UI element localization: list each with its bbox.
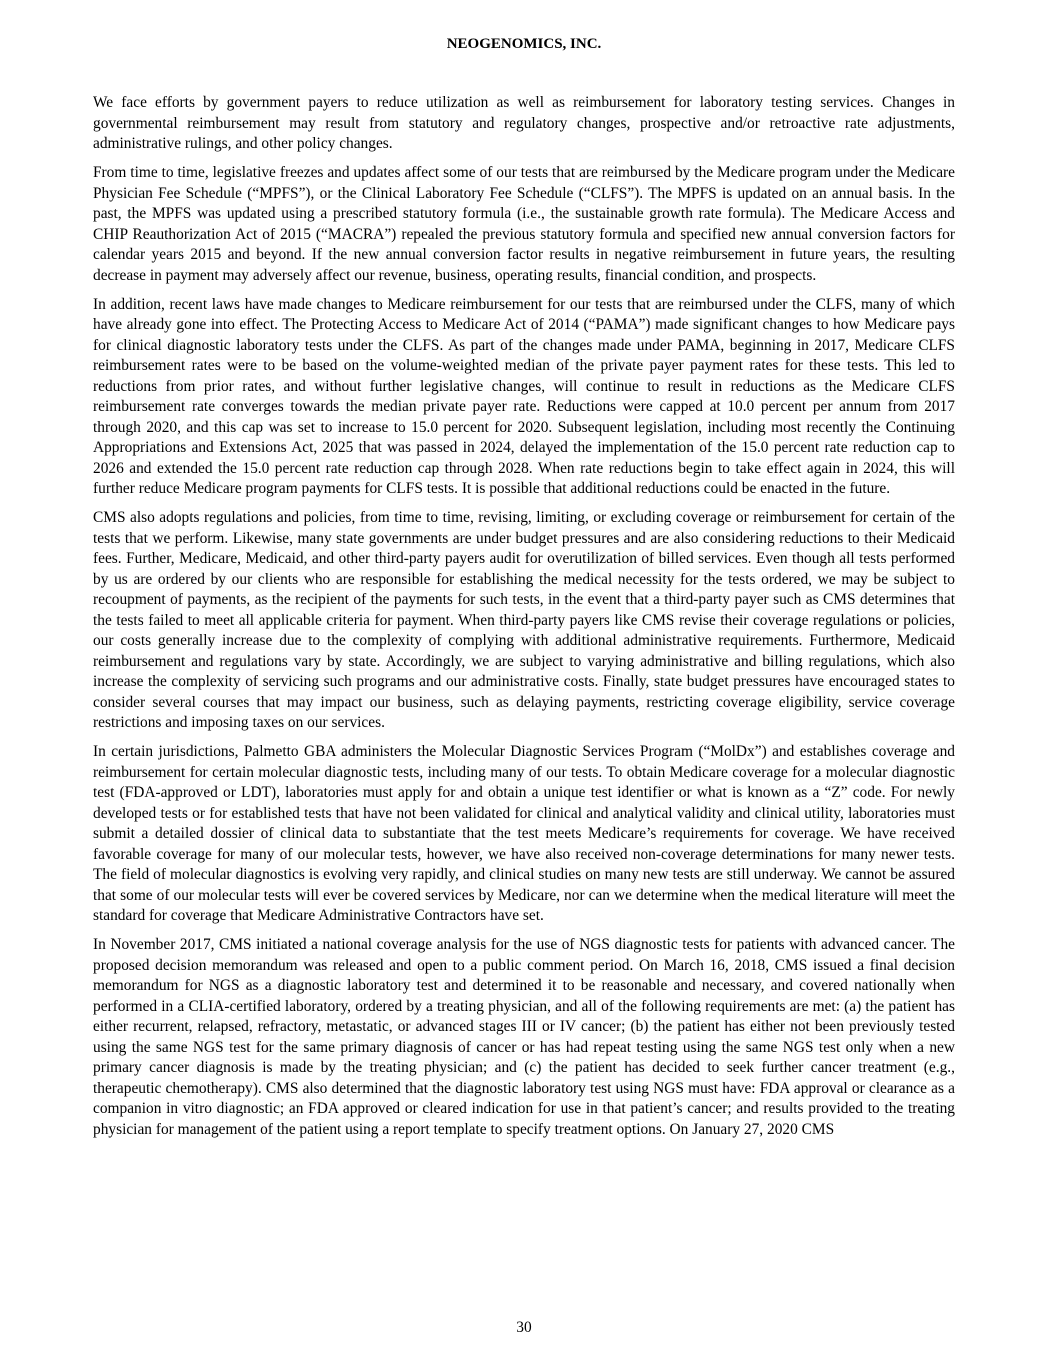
page-header: NEOGENOMICS, INC. [446, 36, 602, 52]
paragraph: CMS also adopts regulations and policies, from time to time, revising, limiting, or excluding coverage or reimbursement for certain of the tests that we perform. Likewise, many state governments are under budget pressures and are also considering reductions to their Medicaid fees. Further, Medicare, Medicaid, and other third-party payers audit for overutilization of billed services. Even though all tests performed by us are ordered by our clients who are responsible for establishing the medical necessity for the tests ordered, we may be subject to recoupment of payments, as the recipient of the payments for such tests, in the event that a third-party payer such as CMS determines that the tests failed to meet all applicable criteria for payment. When third-party payers like CMS revise their coverage regulations or policies, our costs generally increase due to the complexity of complying with additional administrative requirements. Furthermore, Medicaid reimbursement and regulations vary by state. Accordingly, we are subject to varying administrative and billing regulations, which also increase the complexity of servicing such programs and our administrative costs. Finally, state budget pressures have encouraged states to consider several courses that may impact our business, such as delaying payments, restricting coverage eligibility, service coverage restrictions and imposing taxes on our services. [93, 509, 955, 731]
paragraph: In certain jurisdictions, Palmetto GBA administers the Molecular Diagnostic Services Program (“MolDx”) and establishes coverage and reimbursement for certain molecular diagnostic tests, including many of our tests. To obtain Medicare coverage for a molecular diagnostic test (FDA-approved or LDT), laboratories must apply for and obtain a unique test identifier or what is known as a “Z” code. For newly developed tests or for established tests that have not been validated for clinical and analytical validity and clinical utility, laboratories must submit a detailed dossier of clinical data to substantiate that the test meets Medicare’s requirements for coverage. We have received favorable coverage for many of our molecular tests, however, we have also received non-coverage determinations for many newer tests. The field of molecular diagnostics is evolving very rapidly, and clinical studies on many new tests are still underway. We cannot be assured that some of our molecular tests will ever be covered services by Medicare, nor can we determine when the medical literature will meet the standard for coverage that Medicare Administrative Contractors have set. [93, 743, 955, 924]
paragraph: In November 2017, CMS initiated a national coverage analysis for the use of NGS diagnostic tests for patients with advanced cancer. The proposed decision memorandum was released and open to a public comment period. On March 16, 2018, CMS issued a final decision memorandum for NGS as a diagnostic laboratory test and determined it to be reasonable and necessary, and covered nationally when performed in a CLIA-certified laboratory, ordered by a treating physician, and all of the following requirements are met: (a) the patient has either recurrent, relapsed, refractory, metastatic, or advanced stages III or IV cancer; (b) the patient has either not been previously tested using the same NGS test for the same primary diagnosis of cancer or has had repeat testing using the same NGS test only when a new primary cancer diagnosis is made by the treating physician; and (c) the patient has decided to seek further cancer treatment (e.g., therapeutic chemotherapy). CMS also determined that the diagnostic laboratory test using NGS must have: FDA approval or clearance as a companion in vitro diagnostic; an FDA approved or cleared indication for use in that patient’s cancer; and results provided to the treating physician for management of the patient using a report template to specify treatment options. On January 27, 2020 CMS [93, 936, 955, 1138]
page-number: 30 [516, 1319, 532, 1336]
paragraph: We face efforts by government payers to reduce utilization as well as reimbursement for laboratory testing services. Changes in governmental reimbursement may result from statutory and regulatory changes, prospective and/or retroactive rate adjustments, administrative rulings, and other policy changes. [93, 94, 955, 152]
body-text [93, 93, 955, 1149]
paragraph: From time to time, legislative freezes and updates affect some of our tests that are reimbursed by the Medicare program under the Medicare Physician Fee Schedule (“MPFS”), or the Clinical Laboratory Fee Schedule (“CLFS”). The MPFS is updated on an annual basis. In the past, the MPFS was updated using a prescribed statutory formula (i.e., the sustainable growth rate formula). The Medicare Access and CHIP Reauthorization Act of 2015 (“MACRA”) repealed the previous statutory formula and specified new annual conversion factors for calendar years 2015 and beyond. If the new annual conversion factor results in negative reimbursement in future years, the resulting decrease in payment may adversely affect our revenue, business, operating results, financial condition, and prospects. [93, 164, 955, 284]
paragraph: In addition, recent laws have made changes to Medicare reimbursement for our tests that are reimbursed under the CLFS, many of which have already gone into effect. The Protecting Access to Medicare Act of 2014 (“PAMA”) made significant changes to how Medicare pays for clinical diagnostic laboratory tests under the CLFS. As part of the changes made under PAMA, beginning in 2017, Medicare CLFS reimbursement rates were to be based on the volume-weighted median of the private payer payment rates for these tests. This led to reductions from prior rates, and without further legislative changes, will continue to result in reductions as the Medicare CLFS reimbursement rate converges towards the median private payer rate. Reductions were capped at 10.0 percent per annum from 2017 through 2020, and this cap was set to increase to 15.0 percent for 2020. Subsequent legislation, including most recently the Continuing Appropriations and Extensions Act, 2025 that was passed in 2024, delayed the implementation of the 15.0 percent rate reduction cap to 2026 and extended the 15.0 percent rate reduction cap through 2028. When rate reductions begin to take effect again in 2024, this will further reduce Medicare program payments for CLFS tests. It is possible that additional reductions could be enacted in the future. [93, 295, 955, 497]
